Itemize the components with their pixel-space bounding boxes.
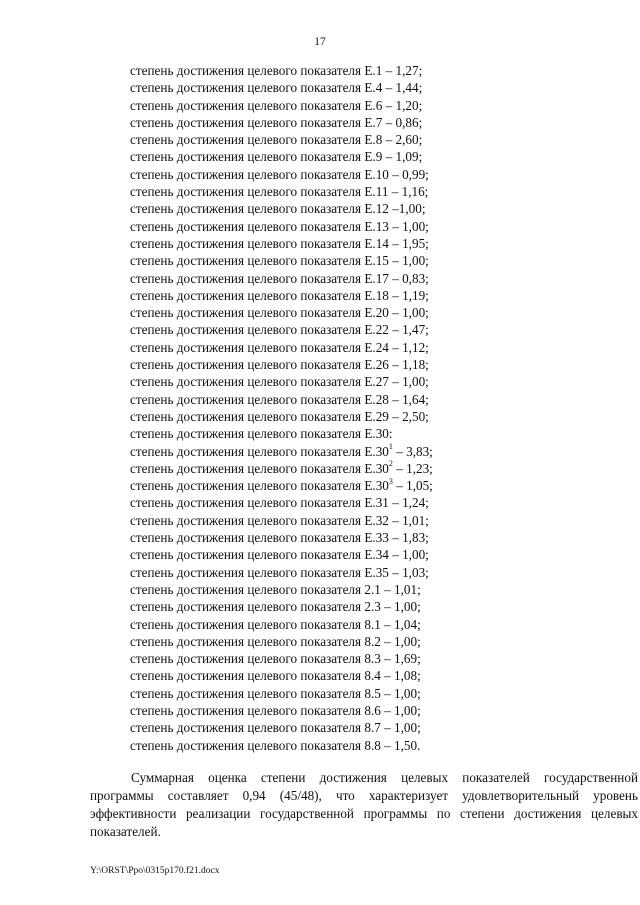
indicator-text: степень достижения целевого показателя Е.1 – 1,27;	[130, 63, 423, 78]
indicator-line	[130, 494, 530, 511]
indicator-value: – 1,23;	[392, 460, 433, 476]
indicator-text: степень достижения целевого показателя Е.29 – 2,50;	[130, 408, 429, 424]
indicator-text: степень достижения целевого показателя Е.30	[130, 443, 389, 459]
indicator-text: степень достижения целевого показателя Е.28 – 1,64;	[130, 391, 429, 407]
indicator-line	[130, 200, 530, 217]
indicator-line	[130, 252, 530, 269]
indicator-text: степень достижения целевого показателя 8.7 – 1,00;	[130, 720, 421, 736]
indicator-superscript: 3	[388, 476, 393, 486]
indicator-text: степень достижения целевого показателя 8.3 – 1,69;	[130, 651, 421, 667]
indicator-text: степень достижения целевого показателя Е.12 –1,00;	[130, 201, 426, 217]
indicator-text: степень достижения целевого показателя Е.8 – 2,60;	[130, 132, 423, 148]
indicator-line	[130, 391, 530, 408]
indicator-line	[130, 546, 530, 563]
indicator-line	[130, 598, 530, 615]
indicator-text: степень достижения целевого показателя Е.11 – 1,16;	[130, 184, 429, 200]
indicator-line	[130, 97, 530, 114]
indicator-text: степень достижения целевого показателя Е.4 – 1,44;	[130, 80, 423, 96]
indicator-text: степень достижения целевого показателя Е.15 – 1,00;	[130, 253, 429, 269]
indicator-line	[130, 148, 530, 165]
indicator-line	[130, 719, 530, 736]
indicator-text: степень достижения целевого показателя Е.6 – 1,20;	[130, 97, 423, 113]
indicator-text: степень достижения целевого показателя 8.6 – 1,00;	[130, 702, 421, 718]
indicator-text: степень достижения целевого показателя Е.30	[130, 460, 389, 476]
indicator-line	[130, 737, 530, 754]
indicator-text: степень достижения целевого показателя 8.1 – 1,04;	[130, 616, 421, 632]
indicator-line	[130, 650, 530, 667]
indicator-value: – 1,05;	[392, 478, 433, 494]
indicator-line	[130, 131, 530, 148]
indicator-line	[130, 633, 530, 650]
indicator-line	[130, 304, 530, 321]
indicator-line	[130, 667, 530, 684]
indicator-line	[130, 321, 530, 338]
indicator-text: степень достижения целевого показателя Е.31 – 1,24;	[130, 495, 429, 511]
page-number: 17	[314, 36, 326, 48]
indicator-superscript: 2	[388, 459, 393, 469]
indicator-line	[130, 529, 530, 546]
indicator-list	[130, 62, 530, 754]
indicator-text: степень достижения целевого показателя 2.1 – 1,01;	[130, 581, 421, 597]
indicator-line	[130, 702, 530, 719]
indicator-line	[130, 443, 530, 460]
summary-paragraph: Суммарная оценка степени достижения целевых показателей государственной программы составляет 0,94 (45/48), что характеризует удовлетворительный уровень эффективности реализации государственной программы по степени достижения целевых показателей.	[90, 770, 638, 840]
footer-file-path: Y:\ORST\Ppo\0315p170.f21.docx	[90, 866, 220, 876]
indicator-line	[130, 62, 530, 79]
indicator-text: степень достижения целевого показателя Е.20 – 1,00;	[130, 305, 429, 321]
indicator-text: степень достижения целевого показателя Е.34 – 1,00;	[130, 547, 429, 563]
indicator-text: степень достижения целевого показателя 2.3 – 1,00;	[130, 599, 421, 615]
indicator-line	[130, 373, 530, 390]
indicator-line	[130, 685, 530, 702]
indicator-line	[130, 79, 530, 96]
indicator-text: степень достижения целевого показателя Е.18 – 1,19;	[130, 287, 429, 303]
indicator-text: степень достижения целевого показателя 8.4 – 1,08;	[130, 668, 421, 684]
indicator-text: степень достижения целевого показателя Е.13 – 1,00;	[130, 218, 429, 234]
indicator-text: степень достижения целевого показателя 8.5 – 1,00;	[130, 685, 421, 701]
indicator-text: степень достижения целевого показателя Е.17 – 0,83;	[130, 270, 429, 286]
indicator-line	[130, 287, 530, 304]
indicator-text: степень достижения целевого показателя Е.14 – 1,95;	[130, 235, 429, 251]
indicator-line	[130, 339, 530, 356]
indicator-line	[130, 270, 530, 287]
indicator-text: степень достижения целевого показателя Е.7 – 0,86;	[130, 114, 423, 130]
indicator-superscript: 1	[388, 442, 393, 452]
indicator-line	[130, 581, 530, 598]
indicator-line	[130, 166, 530, 183]
indicator-line	[130, 460, 530, 477]
indicator-line	[130, 235, 530, 252]
indicator-text: степень достижения целевого показателя Е.30	[130, 478, 389, 494]
indicator-text: степень достижения целевого показателя Е.26 – 1,18;	[130, 357, 429, 373]
indicator-line	[130, 114, 530, 131]
indicator-line	[130, 564, 530, 581]
indicator-text: степень достижения целевого показателя Е.30:	[130, 426, 393, 442]
indicator-line	[130, 356, 530, 373]
indicator-text: степень достижения целевого показателя Е.33 – 1,83;	[130, 530, 429, 546]
indicator-line	[130, 477, 530, 494]
indicator-line	[130, 183, 530, 200]
indicator-line	[130, 616, 530, 633]
indicator-text: степень достижения целевого показателя Е.27 – 1,00;	[130, 374, 429, 390]
indicator-line	[130, 218, 530, 235]
indicator-line	[130, 408, 530, 425]
indicator-value: – 3,83;	[392, 443, 433, 459]
indicator-text: степень достижения целевого показателя 8.2 – 1,00;	[130, 633, 421, 649]
indicator-text: степень достижения целевого показателя Е.22 – 1,47;	[130, 322, 429, 338]
indicator-text: степень достижения целевого показателя Е.24 – 1,12;	[130, 339, 429, 355]
indicator-line	[130, 425, 530, 442]
indicator-text: степень достижения целевого показателя Е.9 – 1,09;	[130, 149, 423, 165]
indicator-text: степень достижения целевого показателя Е.35 – 1,03;	[130, 564, 429, 580]
indicator-text: степень достижения целевого показателя Е.32 – 1,01;	[130, 512, 429, 528]
indicator-line	[130, 512, 530, 529]
indicator-text: степень достижения целевого показателя Е.10 – 0,99;	[130, 166, 429, 182]
indicator-text: степень достижения целевого показателя 8.8 – 1,50.	[130, 737, 421, 753]
